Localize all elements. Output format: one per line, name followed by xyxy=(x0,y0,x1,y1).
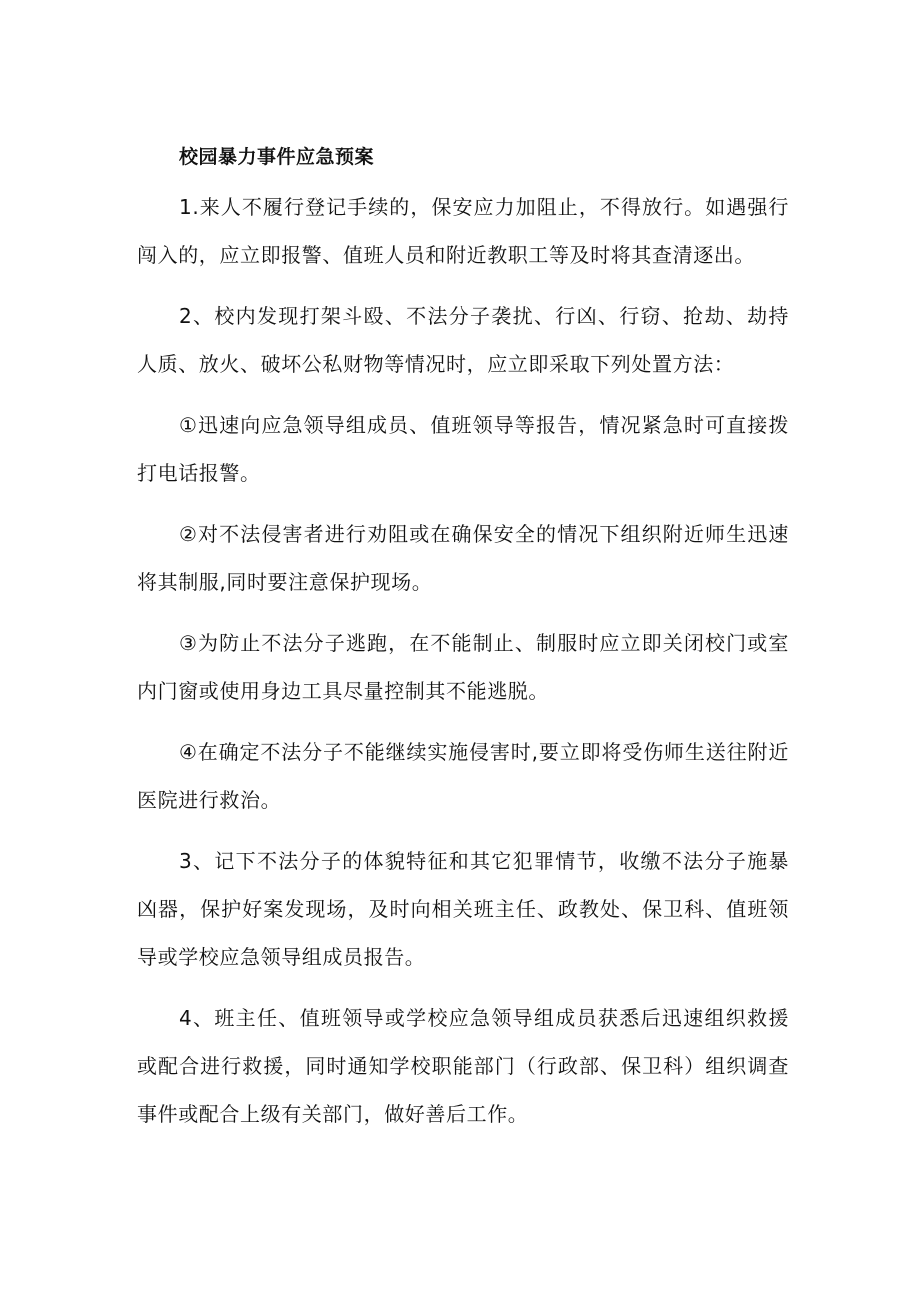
paragraph-step-1-report: ①迅速向应急领导组成员、值班领导等报告，情况紧急时可直接拨打电话报警。 xyxy=(137,413,789,485)
paragraph-item-2-incident-response: 2、校内发现打架斗殴、不法分子袭扰、行凶、行窃、抢劫、劫持人质、放火、破坏公私财物等情况时，应立即采取下列处置方法： xyxy=(137,304,789,376)
paragraph-item-3-evidence: 3、记下不法分子的体貌特征和其它犯罪情节，收缴不法分子施暴凶器，保护好案发现场，及时向相关班主任、政教处、保卫科、值班领导或学校应急领导组成员报告。 xyxy=(137,849,789,969)
paragraph-step-2-subdue: ②对不法侵害者进行劝阻或在确保安全的情况下组织附近师生迅速将其制服,同时要注意保护现场。 xyxy=(137,522,789,594)
paragraph-step-3-prevent-escape: ③为防止不法分子逃跑，在不能制止、制服时应立即关闭校门或室内门窗或使用身边工具尽量控制其不能逃脱。 xyxy=(137,631,789,703)
paragraph-item-4-rescue: 4、班主任、值班领导或学校应急领导组成员获悉后迅速组织救援或配合进行救援，同时通知学校职能部门（行政部、保卫科）组织调查事件或配合上级有关部门，做好善后工作。 xyxy=(137,1006,789,1126)
paragraph-item-1-registration: 1.来人不履行登记手续的，保安应力加阻止，不得放行。如遇强行闯入的，应立即报警、值班人员和附近教职工等及时将其查清逐出。 xyxy=(137,195,789,267)
document-title: 校园暴力事件应急预案 xyxy=(179,146,375,168)
paragraph-step-4-treat-injured: ④在确定不法分子不能继续实施侵害时,要立即将受伤师生送往附近医院进行救治。 xyxy=(137,740,789,812)
document-body xyxy=(137,140,789,1151)
